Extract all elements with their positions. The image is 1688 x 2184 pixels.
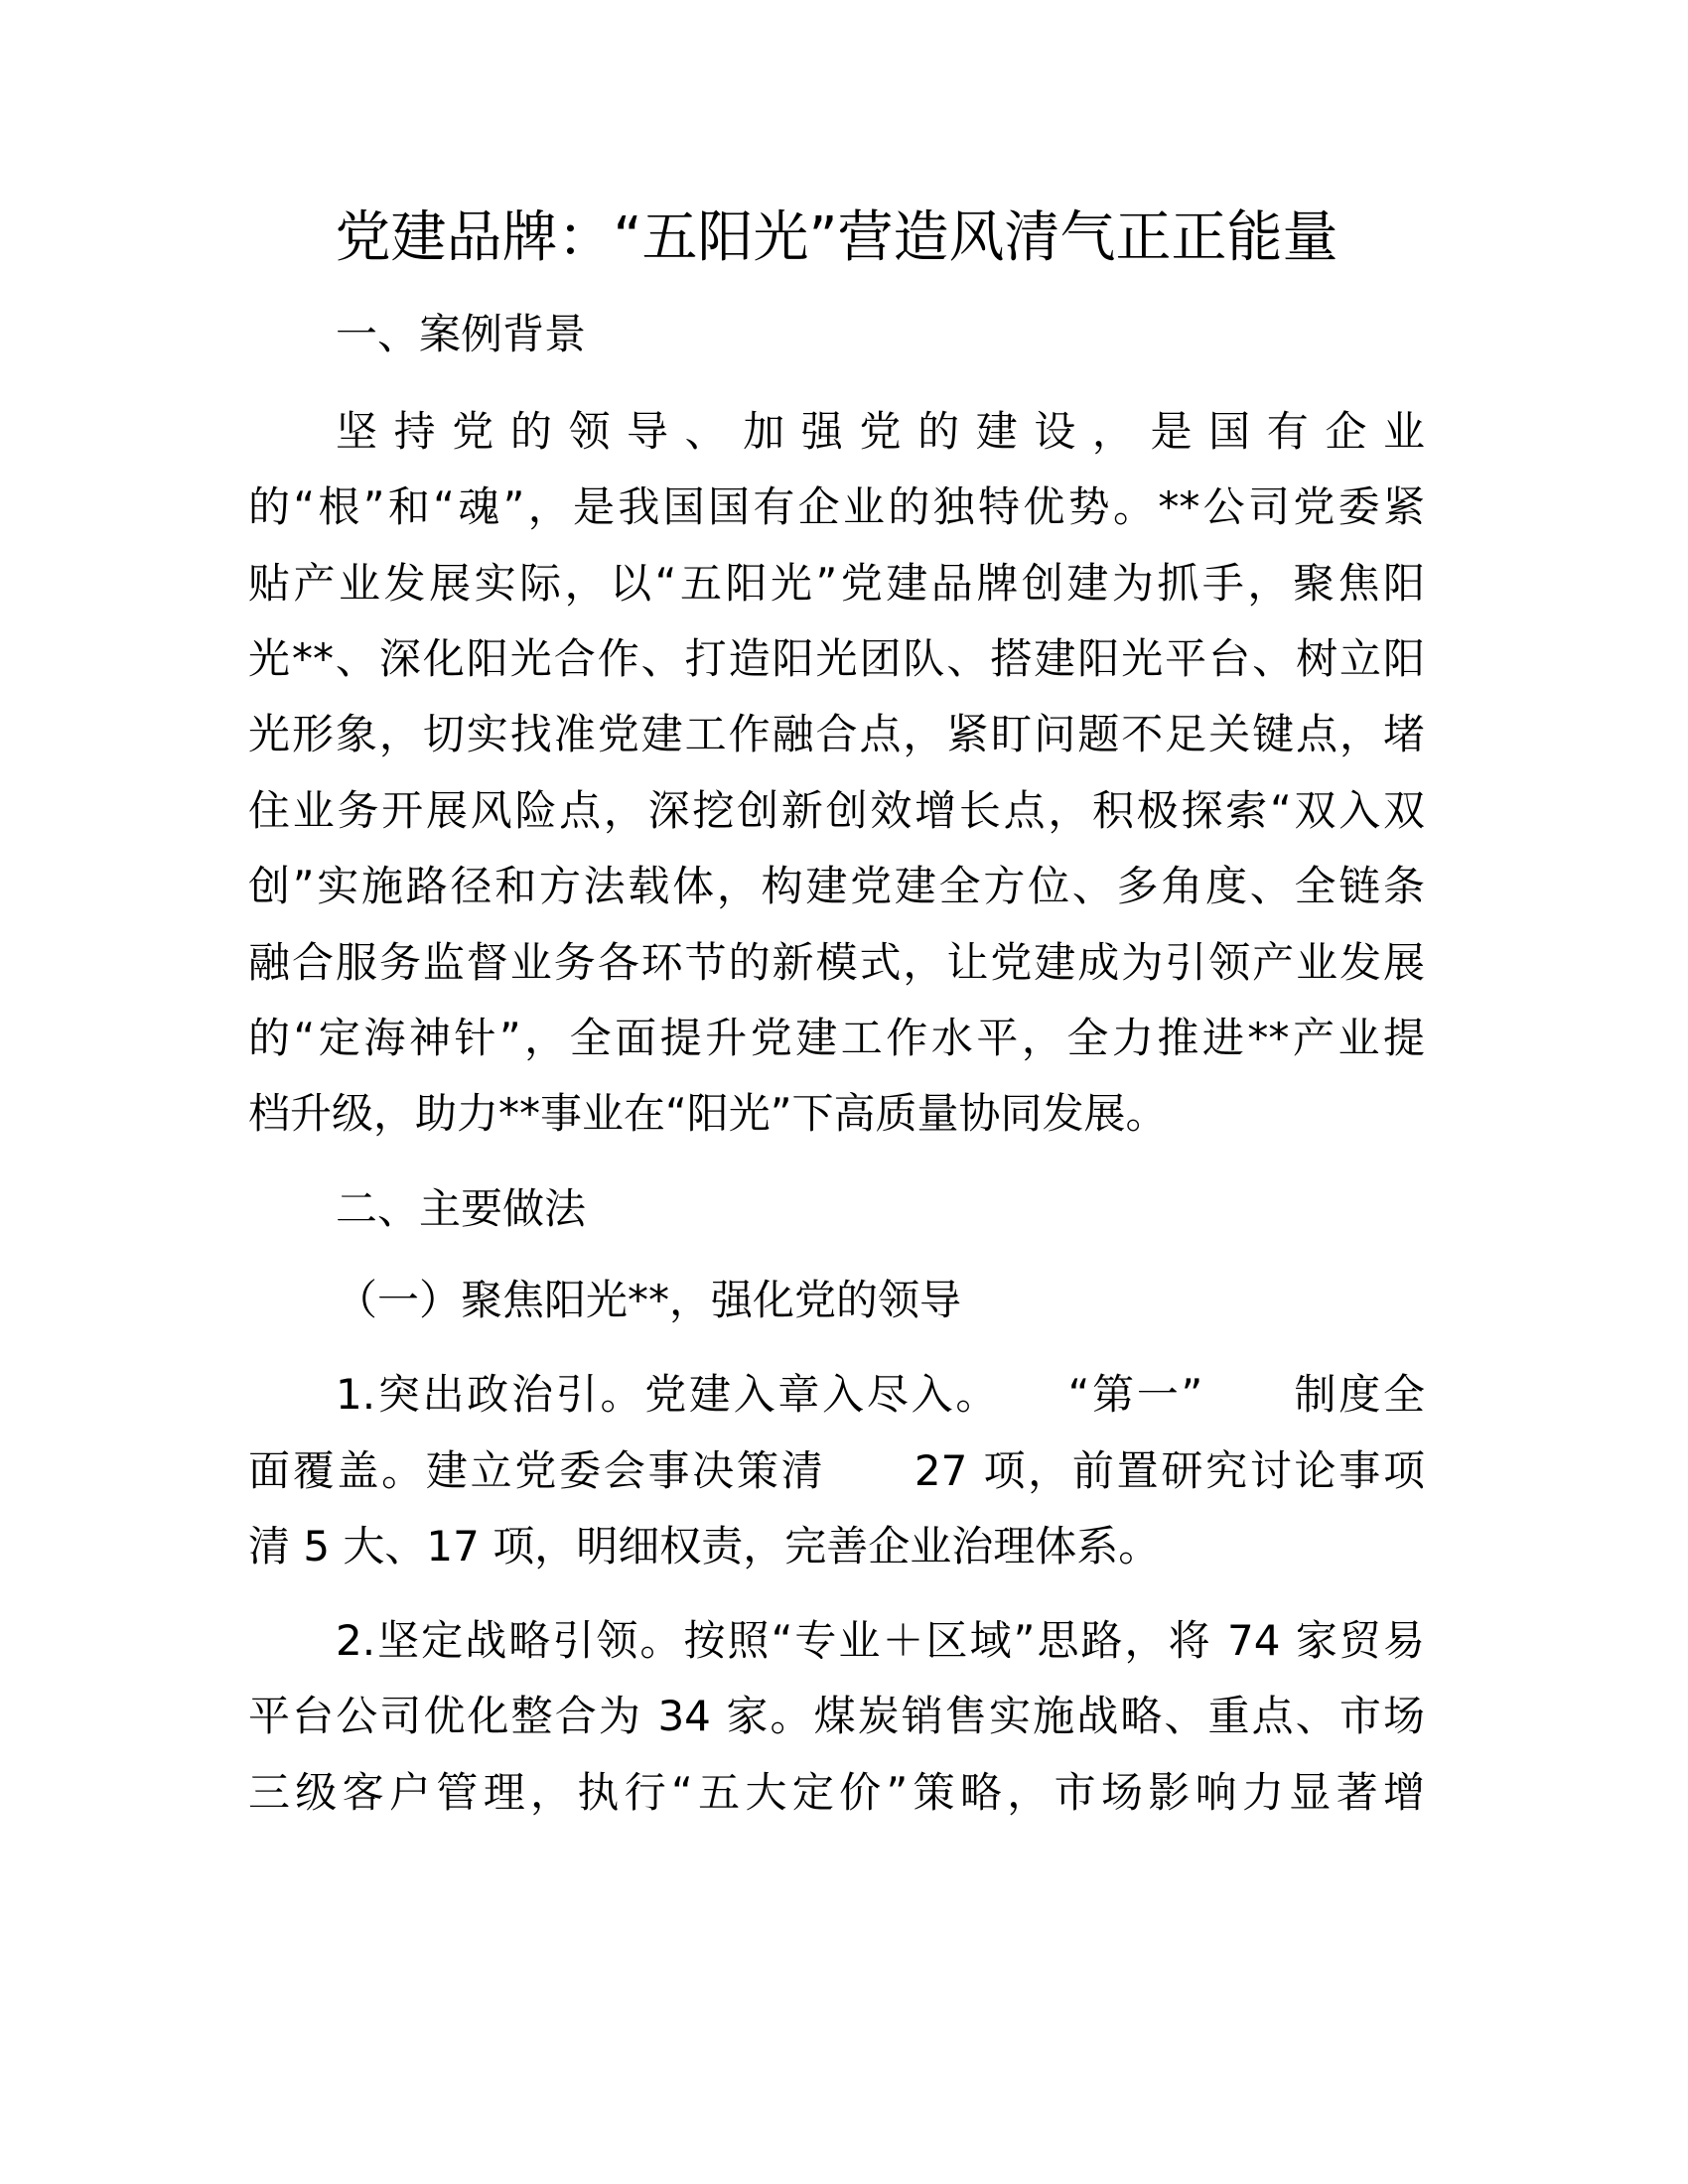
item-line: 1.突出政治引。党建入章入尽入。 “第一” 制度全 bbox=[336, 1370, 1425, 1419]
paragraph-line: 的“根”和“魂”，是我国国有企业的独特优势。**公司党委紧 bbox=[248, 482, 1425, 531]
document-title: 党建品牌：“五阳光”营造风清气正正能量 bbox=[335, 205, 1338, 270]
paragraph-line: 的“定海神针”，全面提升党建工作水平，全力推进**产业提 bbox=[248, 1014, 1425, 1062]
item-line: 平台公司优化整合为 34 家。煤炭销售实施战略、重点、市场 bbox=[248, 1692, 1425, 1740]
paragraph-line: 融合服务监督业务各环节的新模式，让党建成为引领产业发展 bbox=[248, 938, 1425, 987]
paragraph-line: 住业务开展风险点，深挖创新创效增长点，积极探索“双入双 bbox=[248, 786, 1425, 835]
section-heading-background: 一、案例背景 bbox=[336, 310, 587, 358]
item-line: 三级客户管理，执行“五大定价”策略，市场影响力显著增 bbox=[248, 1768, 1425, 1817]
item-line: 清 5 大、17 项，明细权责，完善企业治理体系。 bbox=[248, 1522, 1161, 1570]
paragraph-line: 光**、深化阳光合作、打造阳光团队、搭建阳光平台、树立阳 bbox=[248, 634, 1425, 683]
paragraph-line: 创”实施路径和方法载体，构建党建全方位、多角度、全链条 bbox=[248, 862, 1425, 910]
section-heading-methods: 二、主要做法 bbox=[336, 1184, 587, 1233]
paragraph-line: 光形象，切实找准党建工作融合点，紧盯问题不足关键点，堵 bbox=[248, 710, 1425, 758]
paragraph-line: 贴产业发展实际，以“五阳光”党建品牌创建为抓手，聚焦阳 bbox=[248, 559, 1425, 608]
paragraph-line: 坚持党的领导、加强党的建设，是国有企业 bbox=[336, 407, 1425, 456]
paragraph-line: 档升级，助力**事业在“阳光”下高质量协同发展。 bbox=[248, 1089, 1168, 1138]
subsection-heading: （一）聚焦阳光**，强化党的领导 bbox=[336, 1276, 962, 1324]
item-line: 面覆盖。建立党委会事决策清 27 项，前置研究讨论事项 bbox=[248, 1446, 1425, 1495]
item-line: 2.坚定战略引领。按照“专业＋区域”思路，将 74 家贸易 bbox=[336, 1616, 1425, 1665]
